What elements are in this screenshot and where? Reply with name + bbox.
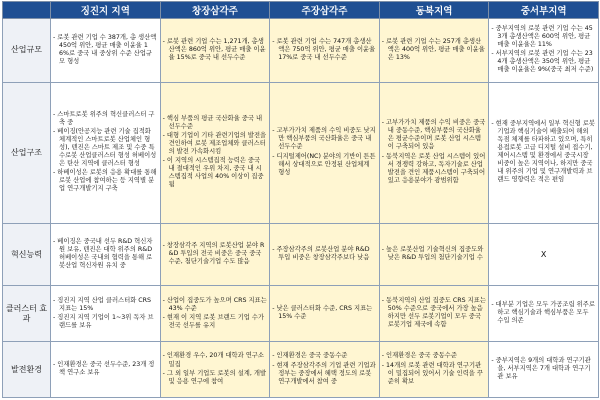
header-row	[3, 2, 599, 19]
bullet-text: - 그 외 일부 기업도 로봇의 설계, 개발 및 응용 연구에 참여	[162, 369, 267, 385]
cell-pearl-delta	[270, 342, 380, 398]
bullet-text: - 주장삼각주의 로봇산업 분야 R&D 투입 비중은 창장삼각주보다 낮음	[272, 245, 370, 262]
bullet-text: - 서부지역의 로봇 관련 기업 수는 234개 총생산액은 350억 위안, 평균 매출 이윤율은 9%(중국 최저 수준)	[491, 50, 594, 74]
cell-pearl-delta	[270, 82, 380, 223]
header-corner	[3, 2, 51, 19]
bullet-text: - 인재환경은 중국 중동수준	[381, 352, 457, 360]
cell-central-west	[489, 342, 599, 398]
environment-row	[3, 342, 599, 398]
cell-yangtze-delta	[160, 286, 270, 342]
bullet-text: - 로봇 관련 기업 수 387개, 총 생산액 450억 위안, 평균 매출 이윤율 16%로 중국 내 중상위 수준 산업규모 형성	[53, 33, 157, 65]
cell-northeast	[379, 82, 489, 223]
cell-jingjinji	[51, 342, 161, 398]
cell-yangtze-delta	[160, 82, 270, 223]
row-label: 발전환경	[3, 342, 51, 398]
regional-robot-industry-table	[2, 1, 599, 398]
bullet-text: - 고부가가치 제품의 수익 비중은 중국 내 중동수준, 핵심부품의 국산화율은 평균수준이며 로봇 산업 시스템이 구축되어 있음	[381, 119, 486, 151]
bullet-text: - 동북지역은 로봇 산업 시스템이 있어서 경쟁력 강하고, 독자기술로 산업 발전을 견인 제품시스템이 구축되어 있고 응용분야가 광범위함	[381, 152, 486, 184]
cell-jingjinji	[51, 223, 161, 286]
comparison-table-container	[2, 1, 598, 398]
cell-northeast	[379, 223, 489, 286]
bullet-text: - 징진지 지역 기업이 1~3위 독자 브랜드를 보유	[53, 313, 154, 329]
bullet-text: - 로봇 관련 기업 수는 1,271개, 총생산액은 860억 위안, 평균 매출 이윤율 15%로 중국 내 선두수준	[162, 37, 266, 61]
bullet-text: - 중부지역의 로봇 관련 기업 수는 453개 총생산액은 600억 위안, 평균 매출 이윤율은 11%	[491, 24, 593, 49]
bullet-text: - 디지털제어(NC) 분야의 기반이 튼튼해서 상대적으로 안정된 산업체계 형성	[272, 152, 376, 176]
cell-jingjinji	[51, 286, 161, 342]
bullet-text: - 징진지 지역 산업 클러스터화 CRS 지표는 15%	[53, 296, 152, 312]
header-jingjinji: 징진지 지역	[51, 2, 161, 19]
bullet-text: - 인재환경은 중국 중동수준	[272, 352, 348, 360]
header-northeast: 동북지역	[379, 2, 489, 19]
bullet-text: - 낮은 클러스터화 수준, CRS 지표는 15% 수준	[272, 305, 373, 321]
cell-northeast	[379, 342, 489, 398]
row-label: 산업구조	[3, 82, 51, 223]
bullet-text: - 베이징은 중국내 선두 R&D 혁신자원 보유, 텐진은 대학 위주의 R&D 허베이성은 국내외 협력을 통해 로봇산업 혁신자원 유치 중	[53, 237, 153, 270]
bullet-text: - 14개의 로봇 관련 대학과 연구기관이 밀집되어 있어서 기술 인력을 꾸준히 확보	[381, 361, 483, 385]
bullet-text: - 베이징(안공지능 관련 기술 집적화 체계적인 스마트로봇 산업체인 형성), 텐진은 스마트 제조 및 수중 특수로봇 산업클러스터 형성 허베이성은 탄산 지역에 클러스터 형성	[53, 127, 157, 168]
cell-northeast	[379, 286, 489, 342]
cell-jingjinji	[51, 82, 161, 223]
row-label: 클러스터 효과	[3, 286, 51, 342]
bullet-text: - 하베이성은 로봇의 응용 확대를 통해 로봇 산업에 참여하는 등 지역별 분업 연구개발기지 구축	[53, 169, 157, 193]
bullet-text: - 높은 로봇산업 기술혁신의 집중도와 낮은 R&D 투입의 첨단기술기업 수	[381, 245, 484, 262]
innovation-row	[3, 223, 599, 286]
bullet-text: - 고부가가치 제품의 수익 비중도 낮지만 핵심부품의 국산화율은 중국 내 선두수준	[272, 127, 376, 151]
cell-central-west	[489, 19, 599, 83]
bullet-text: - 현재 주장삼각주의 기업 관련 기업과 정부는 중장에서 혜택 정도의 로봇 연구개발에서 참여 중	[272, 361, 376, 385]
cell-pearl-delta	[270, 223, 380, 286]
bullet-text: - 로봇 관련 기업 수는 257개 총생산액은 400억 위안, 평균 매출 이윤율은 13%	[381, 37, 485, 61]
cell-central-west	[489, 223, 599, 286]
cell-pearl-delta	[270, 286, 380, 342]
industry-scale-row	[3, 19, 599, 83]
bullet-text: - 창장삼각주 지역의 로봇산업 분야 R&D 투입의 전국 비중은 중국 중국 수준, 첨단기술기업 수도 많음	[162, 241, 265, 266]
bullet-text: - 현재 이 지역 로봇 브랜드 기업 수가 전국 선두를 유지	[162, 313, 265, 329]
bullet-text: - 산업이 집중도가 높으며 CRS 지표는 43% 수준	[162, 296, 267, 312]
cell-central-west	[489, 286, 599, 342]
row-label: 산업규모	[3, 19, 51, 83]
bullet-text: - 이 지역의 시스템집적 능력은 중국 내 절대적인 우위 차지, 중국 내 시스템집적 사업의 40% 이상이 집중됨	[162, 157, 264, 189]
bullet-text: - 중부지역은 9개의 대학과 연구기관을, 서부지역은 7개 대학과 연구기관 보유	[491, 356, 591, 381]
cluster-effect-row	[3, 286, 599, 342]
cell-yangtze-delta	[160, 19, 270, 83]
cell-northeast	[379, 19, 489, 83]
row-label: 혁신능력	[3, 223, 51, 286]
cell-pearl-delta	[270, 19, 380, 83]
bullet-text: - 스마트로봇 위주의 혁신클러스터 구축 중	[53, 110, 155, 126]
bullet-text: - 현재 중부지역에서 일부 혁신형 로봇기업과 핵심기술이 배출되어 해외 독점 체제를 타파하고 있으며, 특히 용접로봇 고급 디지털 설비 접수기, 제어시스템 및 환경에서 중국시장 비중이 높은 지역이나, 하지만 중국 내 위주의 기업 및 연구개발력과 브랜드 영향력은 적은 편임	[491, 119, 595, 184]
bullet-text: - 인재환경은 중국 선두수준, 23개 정책 연구소 보유	[53, 361, 155, 377]
bullet-text: - 핵심 부품의 평균 국산화율 중국 내 선두수준	[162, 114, 263, 130]
industry-structure-row	[3, 82, 599, 223]
cell-yangtze-delta	[160, 342, 270, 398]
header-pearl-delta: 주장삼각주	[270, 2, 380, 19]
header-yangtze-delta: 창장삼각주	[160, 2, 270, 19]
bullet-text: - 대형 기업이 기타 관련기업의 발전을 견인하여 로봇 제조업체와 클러스터의 발전 가속화시킴	[162, 131, 267, 156]
empty-marker: X	[540, 249, 547, 259]
bullet-text: - 동북지역의 산업 집중도 CRS 지표는 50% 수준으로 중국에서 가장 높음 하지만 선두 로봇기업이 모두 중국 로봇기업 제국에 속함	[381, 297, 486, 329]
bullet-text: - 대부분 기업은 모두 가공조립 위주로 하고 핵심기술과 핵심부품은 모두 수입 의존	[491, 301, 595, 325]
cell-jingjinji	[51, 19, 161, 83]
bullet-text: - 로봇 관련 기업 수는 747개 총생산액은 750억 위안, 평균 매출 이윤율 17%로 중국 내 선두수준	[272, 37, 376, 61]
header-central-west: 중서부지역	[489, 2, 599, 19]
bullet-text: - 인재환경 우수, 20개 대학과 연구소 밀집	[162, 352, 264, 368]
cell-central-west	[489, 82, 599, 223]
cell-yangtze-delta	[160, 223, 270, 286]
